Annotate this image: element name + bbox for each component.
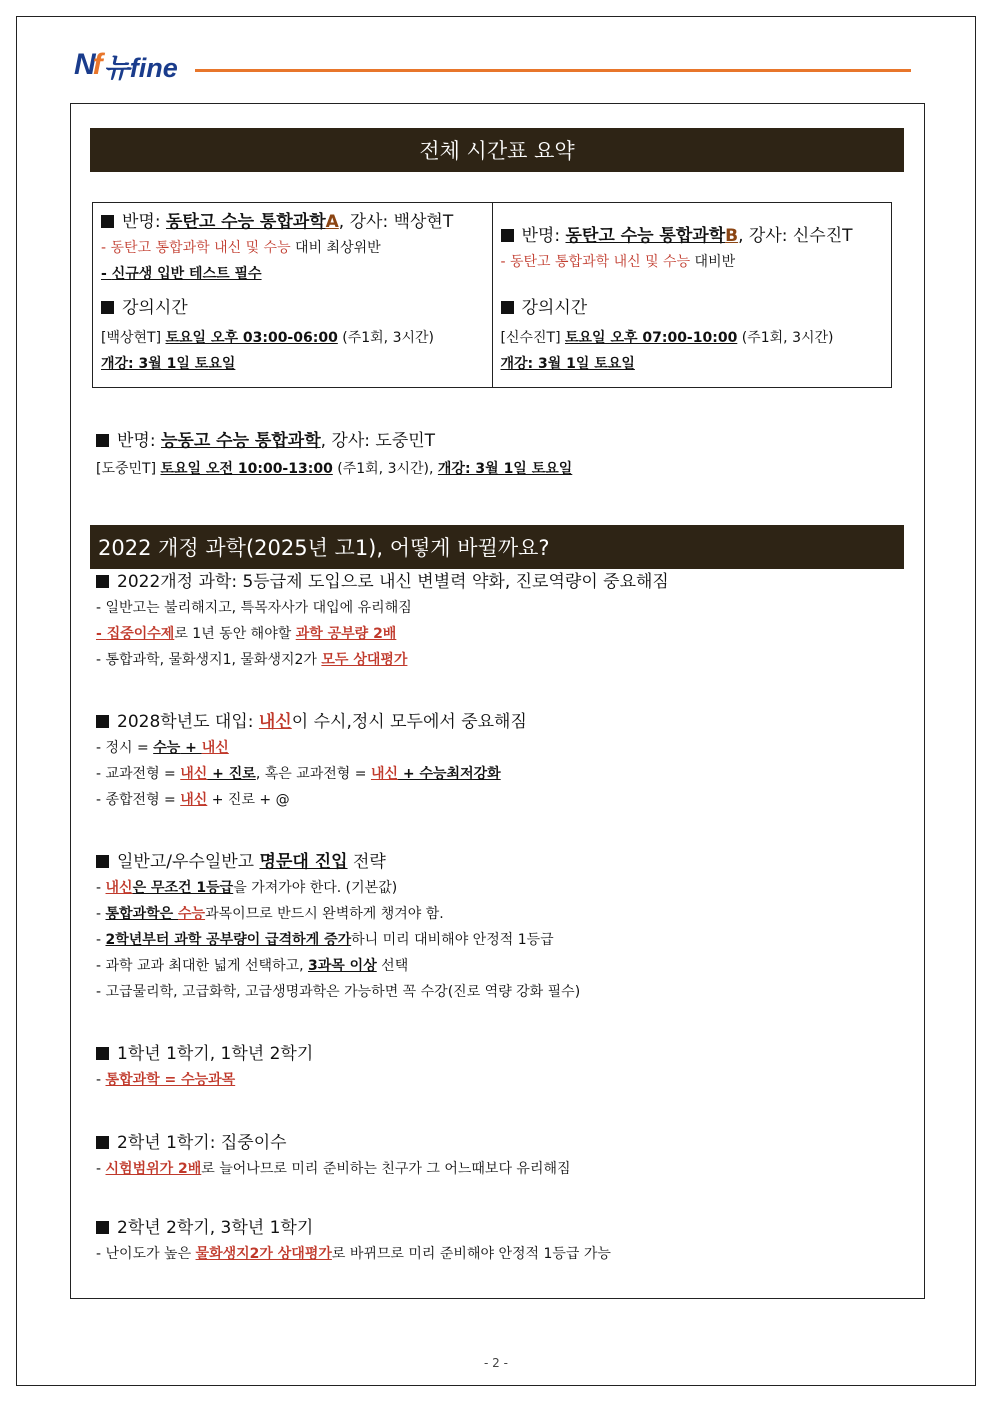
schedule-table xyxy=(92,202,892,388)
square-bullet-icon xyxy=(96,1047,109,1060)
reform-section-1 xyxy=(96,569,669,673)
square-bullet-icon xyxy=(501,229,514,242)
square-bullet-icon xyxy=(501,301,514,314)
class-c-time: [도중민T] 토요일 오전 10:00-13:00 (주1회, 3시간), 개강: 3월 1일 토요일 xyxy=(96,461,573,477)
class-b-desc: - 동탄고 통합과학 내신 및 수능 대비반 xyxy=(500,254,736,270)
list-item: - 종합전형 = 내신 + 진로 + @ xyxy=(96,792,290,808)
list-item: - 내신은 무조건 1등급을 가져가야 한다. (기본값) xyxy=(96,880,398,896)
reform-section-3 xyxy=(96,849,580,1005)
class-b-open: 개강: 3월 1일 토요일 xyxy=(500,356,635,372)
square-bullet-icon xyxy=(96,1136,109,1149)
class-a-header: 반명: 동탄고 수능 통합과학A, 강사: 백상현T xyxy=(101,209,484,235)
list-item: - 집중이수제로 1년 동안 해야할 과학 공부량 2배 xyxy=(96,626,397,642)
list-item: - 통합과학, 물화생지1, 물화생지2가 모두 상대평가 xyxy=(96,652,408,668)
square-bullet-icon xyxy=(101,301,114,314)
square-bullet-icon xyxy=(96,715,109,728)
summary-title: 전체 시간표 요약 xyxy=(419,139,575,163)
reform-section-6 xyxy=(96,1215,611,1267)
brand-logo xyxy=(74,48,178,82)
list-item: - 일반고는 불리해지고, 특목자사가 대입에 유리해짐 xyxy=(96,600,412,616)
page-number: - 2 - xyxy=(484,1356,508,1370)
summary-banner xyxy=(90,128,904,172)
list-item: - 교과전형 = 내신 + 진로, 혹은 교과전형 = 내신 + 수능최저강화 xyxy=(96,766,501,782)
class-b-cell xyxy=(492,203,892,387)
section-header: 2022개정 과학: 5등급제 도입으로 내신 변별력 약화, 진로역량이 중요해짐 xyxy=(96,569,669,595)
class-a-suffix: A xyxy=(325,212,339,232)
header-divider xyxy=(195,69,911,72)
section-header: 1학년 1학기, 1학년 2학기 xyxy=(96,1041,313,1067)
class-a-time-header: 강의시간 xyxy=(101,295,484,321)
class-a-open: 개강: 3월 1일 토요일 xyxy=(101,356,236,372)
reform-section-5 xyxy=(96,1130,571,1182)
list-item: - 2학년부터 과학 공부량이 급격하게 증가하니 미리 대비해야 안정적 1등급 xyxy=(96,932,554,948)
class-c-name: 능동고 수능 통합과학 xyxy=(160,431,321,451)
square-bullet-icon xyxy=(96,575,109,588)
class-b-name: 동탄고 수능 통합과학 xyxy=(565,226,726,246)
class-b-time: [신수진T] 토요일 오후 07:00-10:00 (주1회, 3시간) xyxy=(500,330,834,346)
square-bullet-icon xyxy=(101,215,114,228)
section-header: 2학년 2학기, 3학년 1학기 xyxy=(96,1215,611,1241)
list-item: - 통합과학 = 수능과목 xyxy=(96,1072,236,1088)
class-c-section xyxy=(96,428,572,482)
logo-mark xyxy=(74,48,100,82)
class-a-name: 동탄고 수능 통합과학 xyxy=(165,212,326,232)
list-item: - 시험범위가 2배로 늘어나므로 미리 준비하는 친구가 그 어느때보다 유리해짐 xyxy=(96,1161,571,1177)
square-bullet-icon xyxy=(96,1221,109,1234)
list-item: - 과학 교과 최대한 넓게 선택하고, 3과목 이상 선택 xyxy=(96,958,409,974)
class-a-teacher: , 강사: 백상현T xyxy=(338,212,454,232)
class-b-time-header: 강의시간 xyxy=(501,295,884,321)
section-header: 2학년 1학기: 집중이수 xyxy=(96,1130,571,1156)
reform-section-4 xyxy=(96,1041,313,1093)
reform-title: 2022 개정 과학(2025년 고1), 어떻게 바뀔까요? xyxy=(98,536,550,560)
class-b-header: 반명: 동탄고 수능 통합과학B, 강사: 신수진T xyxy=(501,223,884,249)
list-item: - 통합과학은 수능과목이므로 반드시 완벽하게 챙겨야 함. xyxy=(96,906,444,922)
class-a-time: [백상현T] 토요일 오후 03:00-06:00 (주1회, 3시간) xyxy=(101,330,434,346)
section-header: 2028학년도 대입: 내신이 수시,정시 모두에서 중요해짐 xyxy=(96,709,527,735)
class-c-teacher: , 강사: 도중민T xyxy=(320,431,436,451)
list-item: - 정시 = 수능 + 내신 xyxy=(96,740,229,756)
list-item: - 난이도가 높은 물화생지2가 상대평가로 바뀌므로 미리 준비해야 안정적 1등급 가능 xyxy=(96,1246,611,1262)
class-c-header: 반명: 능동고 수능 통합과학, 강사: 도중민T xyxy=(96,428,572,454)
class-a-cell xyxy=(93,203,492,387)
class-a-desc: - 동탄고 통합과학 내신 및 수능 대비 최상위반 xyxy=(101,240,381,256)
square-bullet-icon xyxy=(96,434,109,447)
reform-banner xyxy=(90,525,904,569)
list-item: - 고급물리학, 고급화학, 고급생명과학은 가능하면 꼭 수강(진로 역량 강화 필수) xyxy=(96,984,581,1000)
section-header: 일반고/우수일반고 명문대 진입 전략 xyxy=(96,849,580,875)
logo-mark-f: f xyxy=(92,48,100,81)
class-a-entry-test: - 신규생 입반 테스트 필수 xyxy=(101,266,262,282)
square-bullet-icon xyxy=(96,855,109,868)
logo-mark-n: N xyxy=(74,48,93,81)
reform-section-2 xyxy=(96,709,527,813)
class-b-suffix: B xyxy=(725,226,739,246)
logo-text: 뉴fine xyxy=(103,52,178,83)
class-b-teacher: , 강사: 신수진T xyxy=(738,226,853,246)
